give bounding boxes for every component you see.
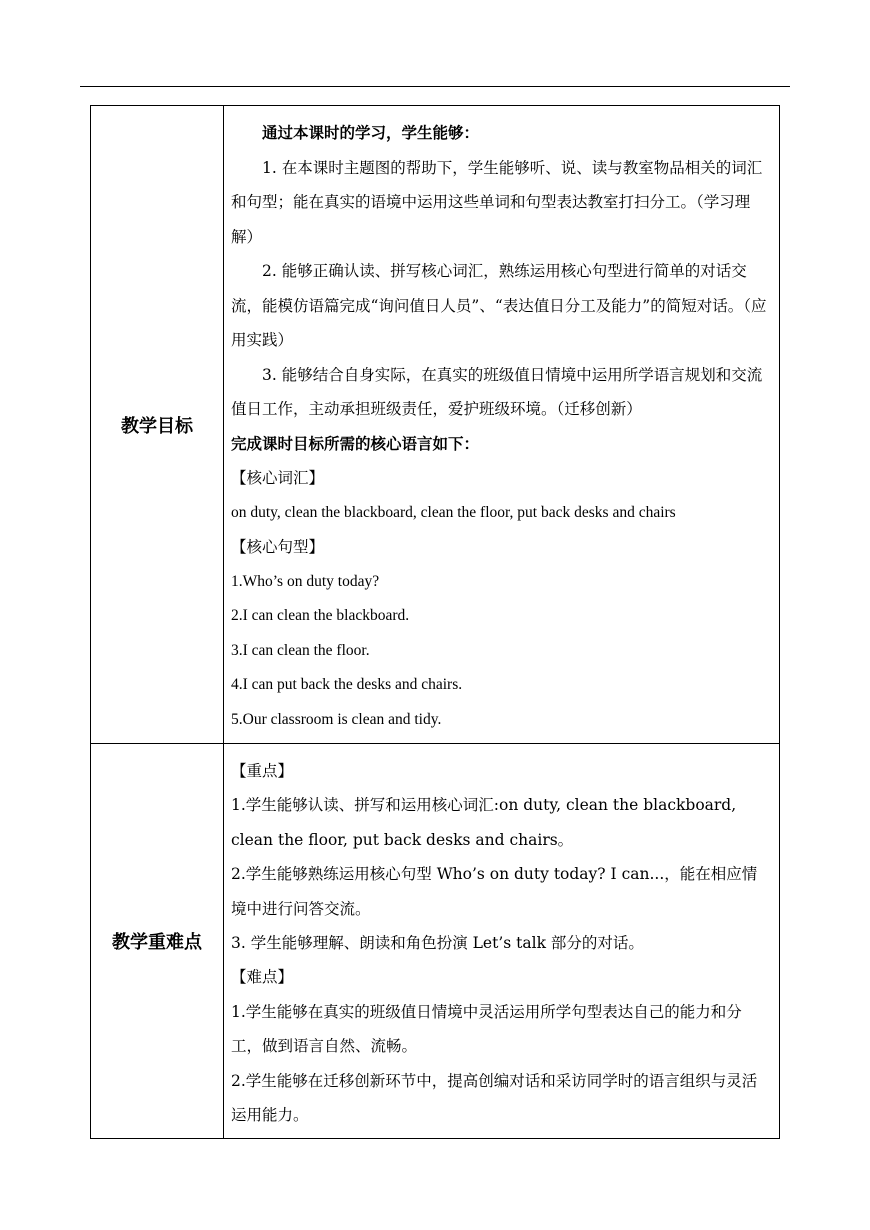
sentence-item: 3.I can clean the floor. [231,641,370,659]
key-item-3: 3. 学生能够理解、朗读和角色扮演 Let’s talk 部分的对话。 [231,934,644,953]
objectives-row [91,106,780,744]
sentence-item: 2.I can clean the blackboard. [231,607,410,624]
objective-item-2: 2. 能够正确认读、拼写核心词汇，熟练运用核心句型进行简单的对话交流，能模仿语篇完成“询问值日人员”、“表达值日分工及能力”的简短对话。（应用实践） [231,262,767,349]
vocab-list: on duty, clean the blackboard, clean the floor, put back desks and chairs [231,503,676,521]
core-language-intro: 完成课时目标所需的核心语言如下： [231,433,480,453]
sentence-item: 4.I can put back the desks and chairs. [231,676,463,693]
difficult-heading: 【难点】 [231,968,294,987]
key-points-content [224,744,780,1139]
key-item-1: 1.学生能够认读、拼写和运用核心词汇:on duty, clean the blackboard, clean the floor, put back desks and chairs。 [231,796,737,849]
vocab-heading: 【核心词汇】 [231,469,325,487]
key-points-label: 教学重难点 [91,744,224,1139]
objective-item-1: 1. 在本课时主题图的帮助下，学生能够听、说、读与教室物品相关的词汇和句型；能在真实的语境中运用这些单词和句型表达教室打扫分工。（学习理解） [231,158,763,246]
sentences-heading: 【核心句型】 [231,538,325,556]
lesson-plan-table [90,105,780,1139]
objectives-intro: 通过本课时的学习，学生能够： [262,123,480,142]
difficult-item-2: 2.学生能够在迁移创新环节中，提高创编对话和采访同学时的语言组织与灵活运用能力。 [231,1071,758,1125]
objectives-label: 教学目标 [91,106,224,744]
key-item-2: 2.学生能够熟练运用核心句型 Who’s on duty today? I can...，能在相应情境中进行问答交流。 [231,865,758,918]
sentence-item: 1.Who’s on duty today? [231,572,380,590]
objective-item-3: 3. 能够结合自身实际，在真实的班级值日情境中运用所学语言规划和交流值日工作，主动承担班级责任，爱护班级环境。（迁移创新） [231,365,763,418]
key-heading: 【重点】 [231,762,294,780]
difficult-item-1: 1.学生能够在真实的班级值日情境中灵活运用所学句型表达自己的能力和分工，做到语言自然、流畅。 [231,1002,742,1056]
header-rule [80,86,790,87]
sentence-item: 5.Our classroom is clean and tidy. [231,710,442,728]
objectives-content [224,106,780,744]
key-points-row [91,744,780,1139]
